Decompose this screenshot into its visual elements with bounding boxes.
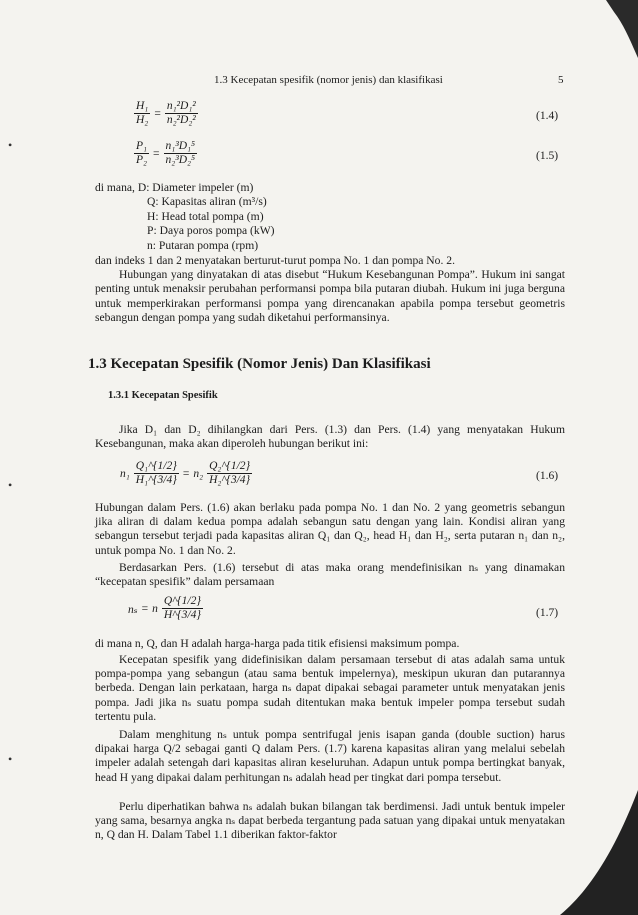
definition-item: H: Head total pompa (m) (147, 209, 264, 223)
paragraph: dan indeks 1 dan 2 menyatakan berturut-turut pompa No. 1 dan pompa No. 2. Hubungan yang dinyatakan di atas disebut “Hukum Kesebangunan Pompa”. Hukum ini sangat penting untuk menaksir perubahan performansi pompa bila putaran diubah. Hukum ini juga berguna untuk memperkirakan performansi pompa yang direncanakan apabila pompa tersebut geometris sebangun dengan pompa yang sudah diketahui performansinya. (95, 254, 565, 324)
margin-mark: • (8, 138, 13, 152)
equation-number: (1.7) (536, 607, 559, 619)
paragraph: di mana n, Q, dan H adalah harga-harga pada titik efisiensi maksimum pompa. (95, 637, 460, 650)
definition-item: n: Putaran pompa (rpm) (147, 238, 259, 252)
equation-1-7: nₛ = n $\frac{Q\^{}\{1/2\}}{H\^{}\{3/4\}}$ (128, 595, 201, 621)
subsection-title: 1.3.1 Kecepatan Spesifik (108, 390, 218, 401)
equation-1-6: n₁ $\frac{\text{Q₁\textasciicircum{}\{1/2\}}}{\text{H₁\textasciicircum{}\{3/4\}}}$ = n₂ $\frac{\text{Q₂\textasciicircum{}\{1/2\}}}{\text{H₂\textasciicircum{}\{3/4\}}}$ (120, 460, 251, 486)
paragraph: Kecepatan spesifik yang didefinisikan dalam persamaan tersebut di atas adalah sama untuk pompa-pompa yang sebangun (atau sama bentuk impelernya), meskipun ukuran dan putarannya berbeda. Dengan lain perkataan, harga nₛ dapat dipakai sebagai parameter untuk menyatakan jenis pompa. Jadi jika nₛ suatu pompa sudah ditentukan maka bentuk impeler pompa tersebut sudah tertentu pula. (95, 653, 565, 723)
variable-definitions (95, 181, 275, 253)
definition-intro: di mana, D: Diameter impeler (m) (95, 181, 254, 194)
scan-artifact-bottom (560, 790, 638, 915)
margin-mark: • (8, 752, 13, 766)
paragraph: Perlu diperhatikan bahwa nₛ adalah bukan bilangan tak berdimensi. Jadi untuk bentuk impeler yang sama, besarnya angka nₛ dapat berbeda tergantung pada satuan yang dipakai untuk menyatakan n, Q dan H. Dalam Tabel 1.1 diberikan faktor-faktor (95, 800, 565, 842)
equation-1-5: $\frac{\text{P₁}}{\text{P₂}}$ = $\frac{\text{n₁³D₁⁵}}{\text{n₂³D₂⁵}}$ (136, 140, 196, 166)
section-title: 1.3 Kecepatan Spesifik (Nomor Jenis) Dan Klasifikasi (88, 356, 431, 372)
equation-number: (1.4) (536, 110, 559, 122)
margin-mark: • (8, 478, 13, 492)
equation-number: (1.5) (536, 150, 559, 162)
equation-1-4: $\frac{\text{H₁}}{\text{H₂}}$ = $\frac{\text{n₁²D₁²}}{\text{n₂²D₂²}}$ (136, 100, 196, 126)
scan-artifact-top (596, 0, 638, 60)
definition-item: P: Daya poros pompa (kW) (147, 224, 275, 238)
running-header: 1.3 Kecepatan spesifik (nomor jenis) dan klasifikasi (214, 74, 443, 86)
definition-item: Q: Kapasitas aliran (m³/s) (147, 195, 267, 209)
equation-number: (1.6) (536, 470, 559, 482)
page-number: 5 (558, 74, 564, 86)
paragraph: Jika D₁ dan D₂ dihilangkan dari Pers. (1.3) dan Pers. (1.4) yang menyatakan Hukum Kesebangunan, maka akan diperoleh hubungan berikut ini: (95, 423, 565, 451)
paragraph: Hubungan dalam Pers. (1.6) akan berlaku pada pompa No. 1 dan No. 2 yang geometris sebangun jika aliran di dalam kedua pompa adalah sebangun satu dengan yang lain. Kondisi aliran yang sebangun tersebut terjadi pada kapasitas aliran Q₁ dan Q₂, head H₁ dan H₂, serta putaran n₁ dan n₂, untuk pompa No. 1 dan No. 2. (95, 501, 565, 557)
paragraph: Berdasarkan Pers. (1.6) tersebut di atas maka orang mendefinisikan nₛ yang dinamakan “kecepatan spesifik” dalam persamaan (95, 561, 565, 589)
paragraph: Dalam menghitung nₛ untuk pompa sentrifugal jenis isapan ganda (double suction) harus dipakai harga Q/2 sebagai ganti Q dalam Pers. (1.7) karena kapasitas aliran yang melalui sebelah impeler adalah setengah dari kapasitas aliran keseluruhan. Adapun untuk pompa bertingkat banyak, head H yang dipakai dalam perhitungan nₛ adalah head per tingkat dari pompa tersebut. (95, 728, 565, 784)
